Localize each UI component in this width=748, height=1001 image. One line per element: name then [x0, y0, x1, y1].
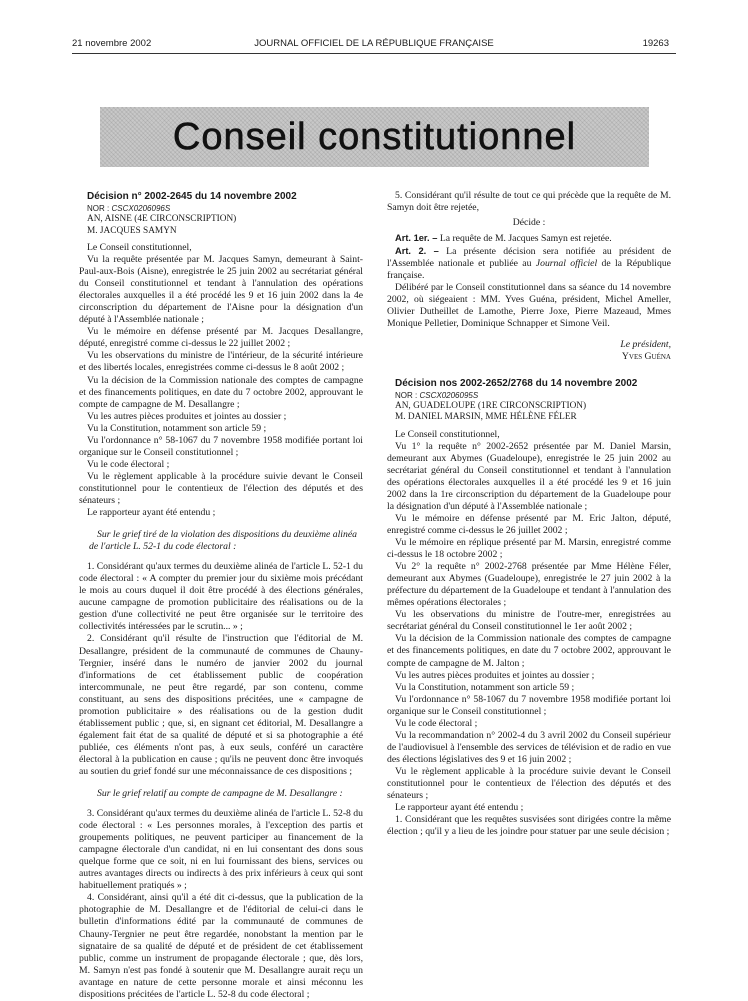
- considerant-paragraph: 4. Considérant, ainsi qu'il a été dit ci-dessus, que la publication de la photographie de M. Desallangre et de l'éditorial de celui-ci dans le bulletin d'informations édité par la communauté de communes de Chauny-Tergnier ne peut être regardée, nonobstant la mention par le signataire de sa qualité de député et de président de cet établissement public, comme un instrument de propagande électorale ; que, dès lors, M. Samyn n'est pas fondé à soutenir que M. Desallangre aurait reçu un avantage en nature de cette personne morale et ainsi méconnu les dispositions précitées de l'article L. 52-8 du code électoral ;: [79, 892, 363, 1000]
- nor-label: NOR :: [87, 204, 110, 213]
- considerant-paragraph: 3. Considérant qu'aux termes du deuxième alinéa de l'article L. 52-8 du code électoral : « Les personnes morales, à l'exception des partis et groupements politiques, ne peuvent participer au financement de la campagne électorale d'un candidat, ni en lui consentant des dons sous quelque forme que ce soit, ni en lui fournissant des biens, services ou autres avantages directs ou indirects à des prix inférieurs à ceux qui sont habituellement pratiqués » ;: [79, 808, 363, 892]
- article-2-text-a: La présente décision sera notifiée au président de l'Assemblée nationale et publiée au: [387, 246, 671, 270]
- visa-paragraph: Vu la décision de la Commission nationale des comptes de campagne et des financements politiques, en date du 7 octobre 2002, approuvant le compte de campagne de M. Jalton ;: [387, 633, 671, 669]
- visa-paragraph: Vu la recommandation n° 2002-4 du 3 avril 2002 du Conseil supérieur de l'audiovisuel à l'ensemble des services de télévision et de radio en vue des élections législatives des 9 et 16 juin 2002 ;: [387, 729, 671, 765]
- signature-role: Le président,: [620, 338, 671, 350]
- nor-code: CSCX0206096S: [111, 204, 171, 213]
- decide-heading: Décide :: [512, 217, 546, 229]
- visa-paragraph: Vu le code électoral ;: [87, 458, 170, 470]
- considerant-paragraph: 1. Considérant qu'aux termes du deuxième alinéa de l'article L. 52-1 du code électoral : « A compter du premier jour du sixième mois précédant le mois au cours duquel il doit être procédé à des élections générales, aucune campagne de promotion publicitaire des réalisations ou de la gestion d'une collectivité ne peut être organisée sur le territoire des collectivités intéressées par le scrutin... » ;: [79, 561, 363, 633]
- page-number: 19263: [642, 38, 669, 49]
- visa-paragraph: Vu la Constitution, notamment son article 59 ;: [87, 422, 267, 434]
- decision-title: Décision nos 2002-2652/2768 du 14 novembre 2002: [395, 377, 638, 389]
- page-header: [0, 38, 748, 52]
- decision-separator: [387, 363, 671, 377]
- article-1-text: La requête de M. Jacques Samyn est rejetée.: [439, 233, 612, 245]
- decision-title: Décision n° 2002-2645 du 14 novembre 2002: [87, 191, 297, 202]
- visa-paragraph: Le Conseil constitutionnel,: [395, 428, 500, 440]
- visa-paragraph: Vu l'ordonnance n° 58-1067 du 7 novembre 1958 modifiée portant loi organique sur le Conseil constitutionnel ;: [79, 434, 363, 458]
- journal-title: JOURNAL OFFICIEL DE LA RÉPUBLIQUE FRANÇAISE: [254, 38, 494, 49]
- header-rule: [72, 53, 676, 54]
- signature-name: Yves Guéna: [621, 350, 671, 362]
- visa-paragraph: Vu la décision de la Commission nationale des comptes de campagne et des financements politiques, en date du 7 octobre 2002, approuvant le compte de campagne de M. Desallangre ;: [79, 374, 363, 410]
- article-2-label: Art. 2. –: [395, 246, 439, 257]
- visa-paragraph: Vu 1° la requête n° 2002-2652 présentée par M. Daniel Marsin, demeurant aux Abymes (Guadeloupe), enregistrée le 25 juin 2002 au secrétariat général du Conseil constitutionnel et tendant à l'annulation des opérations électorales auxquelles il a été procédé les 9 et 16 juin 2002 dans la 1re circonscription du département de la Guadeloupe pour la désignation d'un député à l'Assemblée nationale ;: [387, 440, 671, 512]
- nor-label: NOR :: [395, 390, 418, 400]
- issue-date: 21 novembre 2002: [72, 38, 152, 49]
- nor-code: CSCX0206095S: [419, 390, 479, 400]
- visa-paragraph: Le Conseil constitutionnel,: [87, 242, 192, 253]
- grief-heading: Sur le grief relatif au compte de campagne de M. Desallangre :: [97, 788, 343, 800]
- right-column: [387, 190, 671, 838]
- visa-paragraph: Le rapporteur ayant été entendu ;: [395, 802, 524, 814]
- visa-paragraph: Vu le code électoral ;: [395, 717, 478, 729]
- article-1: [387, 232, 671, 245]
- visa-paragraph: Vu l'ordonnance n° 58-1067 du 7 novembre 1958 modifiée portant loi organique sur le Conseil constitutionnel ;: [387, 693, 671, 717]
- visa-paragraph: Vu les autres pièces produites et jointes au dossier ;: [87, 410, 287, 422]
- party-name: M. JACQUES SAMYN: [87, 225, 177, 236]
- visa-paragraph: Vu les autres pièces produites et jointes au dossier ;: [395, 669, 595, 681]
- visa-paragraph: Vu le règlement applicable à la procédure suivie devant le Conseil constitutionnel pour le contentieux de l'élection des députés et des sénateurs ;: [79, 470, 363, 506]
- visa-paragraph: Le rapporteur ayant été entendu ;: [87, 507, 216, 519]
- nor-reference: [387, 390, 671, 401]
- article-1-label: Art. 1er. –: [395, 233, 438, 244]
- considerant-paragraph: 2. Considérant qu'il résulte de l'instruction que l'éditorial de M. Desallangre, président de la communauté de communes de Chauny-Tergnier, inséré dans le numéro de janvier 2002 du journal d'informations de cet établissement public de coopération intercommunale, ne peut être regardé, par son contenu, comme constituant, au sens des dispositions précitées, une « campagne de promotion publicitaire » des réalisations ou de la gestion dudit établissement public ; que, si, en signant cet éditorial, M. Desallangre a également fait état de sa qualité de député et si sa photographie a été publiée, ces éléments n'ont pas, à eux seuls, conféré un caractère électoral à la publication en cause ; qu'ils ne peuvent donc être invoqués au soutien du grief fondé sur une méconnaissance de ces dispositions ;: [79, 633, 363, 777]
- circonscription: AN, AISNE (4E CIRCONSCRIPTION): [87, 214, 237, 224]
- visa-paragraph: Vu le mémoire en défense présenté par M. Eric Jalton, député, enregistré comme ci-dessus le 26 juillet 2002 ;: [387, 512, 671, 536]
- article-2: [387, 245, 671, 282]
- signature: [387, 339, 671, 363]
- visa-paragraph: Vu les observations du ministre de l'outre-mer, enregistrées au secrétariat général du Conseil constitutionnel le 1er août 2002 ;: [387, 609, 671, 633]
- visa-paragraph: Vu le règlement applicable à la procédure suivie devant le Conseil constitutionnel pour le contentieux de l'élection des députés et des sénateurs ;: [387, 765, 671, 802]
- party-name: M. DANIEL MARSIN, MME HÉLÈNE FÉLER: [395, 412, 577, 423]
- considerant-paragraph: 5. Considérant qu'il résulte de tout ce qui précède que la requête de M. Samyn doit être rejetée,: [387, 190, 671, 214]
- circonscription: AN, GUADELOUPE (1RE CIRCONSCRIPTION): [395, 400, 587, 411]
- grief-heading: Sur le grief tiré de la violation des dispositions du deuxième alinéa de l'article L. 52-1 du code électoral :: [89, 529, 357, 553]
- visa-paragraph: Vu la requête présentée par M. Jacques Samyn, demeurant à Saint-Paul-aux-Bois (Aisne), enregistrée le 25 juin 2002 au secrétariat général du Conseil constitutionnel et tendant à l'annulation des opérations électorales auxquelles il a été procédé les 9 et 16 juin 2002 dans la 4e circonscription du département de l'Aisne pour la désignation d'un député à l'Assemblée nationale ;: [79, 254, 363, 326]
- nor-reference: [79, 203, 363, 214]
- section-title: Conseil constitutionnel: [172, 115, 577, 158]
- delibere-paragraph: Délibéré par le Conseil constitutionnel dans sa séance du 14 novembre 2002, où siégeaient : MM. Yves Guéna, président, Michel Ameller, Olivier Dutheillet de Lamothe, Pierre Joxe, Pierre Mazeaud, Mmes Monique Pelletier, Dominique Schnapper et Simone Veil.: [387, 282, 671, 330]
- article-2-text-b: de la République française.: [387, 258, 671, 282]
- visa-paragraph: Vu la Constitution, notamment son article 59 ;: [395, 681, 575, 693]
- visa-paragraph: Vu 2° la requête n° 2002-2768 présentée par Mme Hélène Féler, demeurant aux Abymes (Guadeloupe), enregistrée le 27 juin 2002 à la préfecture du département de la Guadeloupe et tendant à l'annulation des mêmes opérations électorales ;: [387, 561, 671, 609]
- visa-paragraph: Vu le mémoire en réplique présenté par M. Marsin, enregistré comme ci-dessus le 18 octobre 2002 ;: [387, 537, 671, 561]
- left-column: [79, 190, 363, 1001]
- visa-paragraph: Vu le mémoire en défense présenté par M. Jacques Desallangre, député, enregistré comme ci-dessus le 22 juillet 2002 ;: [79, 326, 363, 350]
- section-banner: [100, 107, 649, 167]
- journal-officiel-ref: Journal officiel: [535, 258, 598, 270]
- visa-paragraph: Vu les observations du ministre de l'intérieur, de la sécurité intérieure et des libertés locales, enregistrées comme ci-dessus le 8 août 2002 ;: [79, 350, 363, 374]
- considerant-paragraph: 1. Considérant que les requêtes susvisées sont dirigées contre la même élection ; qu'il y a lieu de les joindre pour statuer par une seule décision ;: [387, 814, 671, 838]
